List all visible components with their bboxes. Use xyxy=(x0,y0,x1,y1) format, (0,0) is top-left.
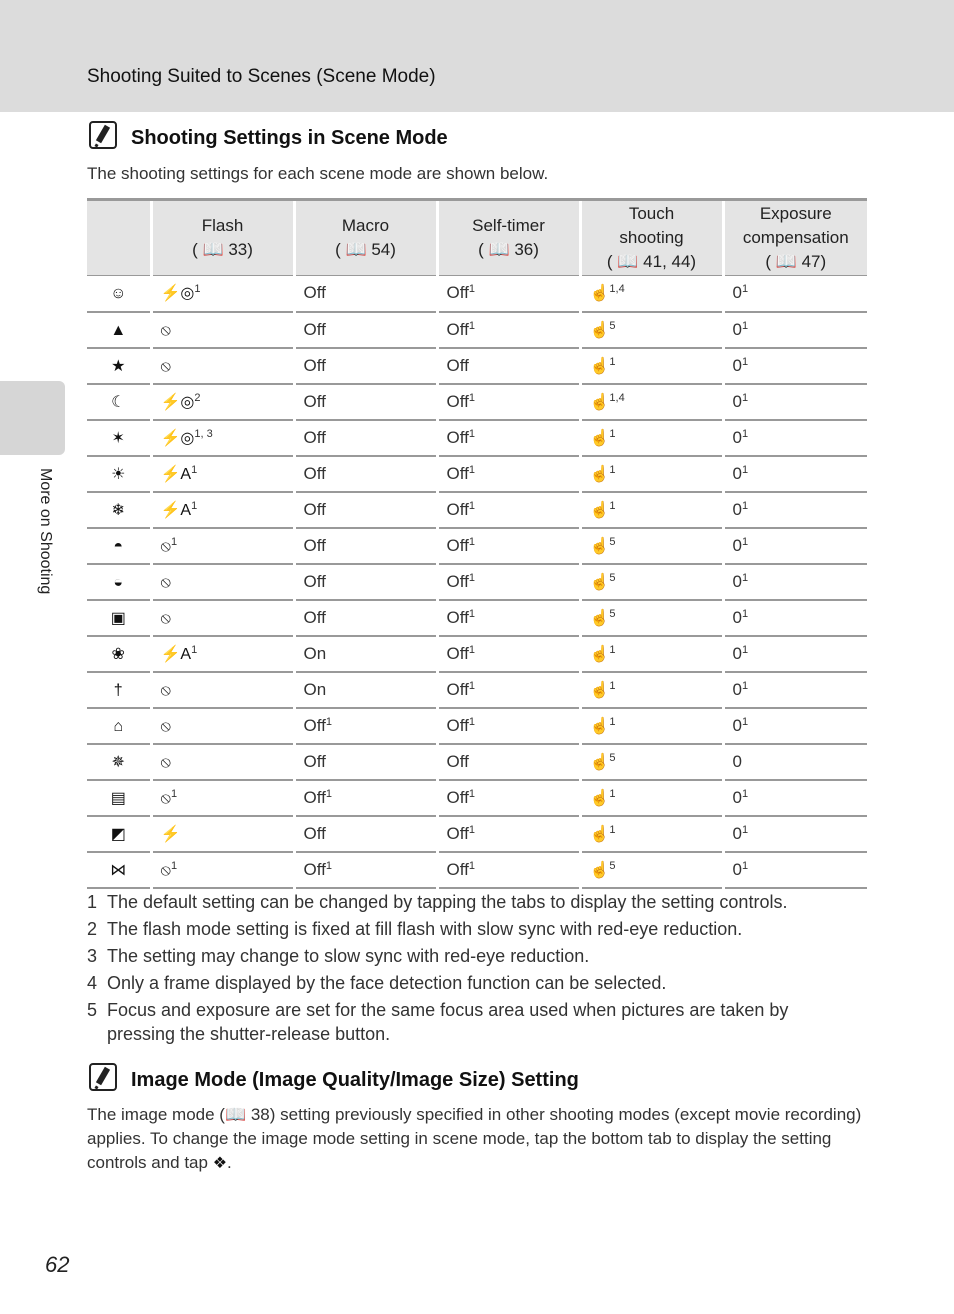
touch-shooting-icon: ☝ xyxy=(589,753,610,771)
exposure-cell: $0^1$ xyxy=(723,708,867,744)
book-reference: 📖 38 xyxy=(224,1105,270,1124)
touch-shooting-icon: ☝ xyxy=(589,429,610,447)
exposure-cell: $0^1$ xyxy=(723,780,867,816)
dusk-dawn-icon: ◒ xyxy=(113,573,124,591)
touch-shooting-cell: ☝$^{1,4}$ xyxy=(580,384,723,420)
exposure-cell: 0 xyxy=(723,744,867,780)
macro-cell: Off xyxy=(294,312,437,348)
table-row xyxy=(87,744,867,780)
snow-icon: ❄ xyxy=(111,501,125,519)
scene-cell xyxy=(87,816,151,852)
page-number: 62 xyxy=(45,1252,70,1277)
touch-shooting-icon: ☝ xyxy=(589,321,610,339)
flash-off-icon: ⦸ xyxy=(160,321,171,339)
exposure-cell: $0^1$ xyxy=(723,528,867,564)
table-row xyxy=(87,816,867,852)
table-row xyxy=(87,276,867,312)
exposure-cell: $0^1$ xyxy=(723,852,867,888)
night-landscape-icon: ▣ xyxy=(110,609,126,627)
macro-cell: Off$^1$ xyxy=(294,780,437,816)
flash-cell: ⦸$^1$ xyxy=(151,852,294,888)
side-tab xyxy=(0,381,65,455)
macro-cell: Off xyxy=(294,384,437,420)
flash-off-icon: ⦸ xyxy=(160,357,171,375)
self-timer-cell: Off$^1$ xyxy=(437,564,580,600)
footnote: 4 Only a frame displayed by the face detection function can be selected. xyxy=(87,973,667,993)
flash-off-icon: ⦸ xyxy=(160,789,171,807)
exposure-cell: $0^1$ xyxy=(723,420,867,456)
flash-cell xyxy=(151,348,294,384)
flash-off-icon: ⦸ xyxy=(160,717,171,735)
flash-cell xyxy=(151,564,294,600)
touch-shooting-cell: ☝$^1$ xyxy=(580,420,723,456)
page-header-band xyxy=(0,0,954,112)
flash-cell: $⚡A^1$ xyxy=(151,636,294,672)
museum-icon: ⌂ xyxy=(113,717,124,735)
flash-off-icon: ⦸ xyxy=(160,573,171,591)
self-timer-cell: Off$^1$ xyxy=(437,420,580,456)
table-row xyxy=(87,636,867,672)
header-exposure-compensation: Exposure compensation ( 📖 47) xyxy=(723,200,867,276)
self-timer-cell: Off$^1$ xyxy=(437,780,580,816)
scene-cell xyxy=(87,492,151,528)
flash-cell xyxy=(151,600,294,636)
touch-shooting-cell: ☝$^1$ xyxy=(580,780,723,816)
touch-shooting-icon: ☝ xyxy=(589,501,610,519)
scene-cell xyxy=(87,600,151,636)
flash-redeye-icon: ⚡◎ xyxy=(160,429,195,447)
section-title-image-mode: Image Mode (Image Quality/Image Size) Setting xyxy=(131,1069,579,1091)
header-self-timer: Self-timer ( 📖 36) xyxy=(437,200,580,276)
beach-icon: ☀ xyxy=(111,465,126,483)
table-header-row xyxy=(87,200,867,276)
scene-cell xyxy=(87,636,151,672)
table-row xyxy=(87,456,867,492)
flash-off-icon: ⦸ xyxy=(160,753,171,771)
scene-cell xyxy=(87,384,151,420)
exposure-cell: $0^1$ xyxy=(723,456,867,492)
panorama-icon: ⋈ xyxy=(110,861,127,879)
header-touch-shooting: Touch shooting ( 📖 41, 44) xyxy=(580,200,723,276)
footnote: 2 The flash mode setting is fixed at fill flash with slow sync with red-eye reduction. xyxy=(87,919,743,939)
note-pencil-icon xyxy=(89,121,117,149)
exposure-cell: $0^1$ xyxy=(723,600,867,636)
table-row xyxy=(87,348,867,384)
flash-cell: ⦸$^1$ xyxy=(151,528,294,564)
touch-shooting-icon: ☝ xyxy=(589,393,610,411)
fireworks-icon: ✵ xyxy=(111,753,125,771)
food-icon: † xyxy=(113,681,123,699)
exposure-cell: $0^1$ xyxy=(723,312,867,348)
table-row xyxy=(87,780,867,816)
exposure-cell: $0^1$ xyxy=(723,384,867,420)
header-macro: Macro ( 📖 54) xyxy=(294,200,437,276)
macro-cell: Off$^1$ xyxy=(294,852,437,888)
touch-shooting-icon: ☝ xyxy=(589,285,610,303)
scene-cell xyxy=(87,852,151,888)
scene-cell xyxy=(87,672,151,708)
touch-shooting-icon: ☝ xyxy=(589,717,610,735)
table-row xyxy=(87,528,867,564)
footnote: 1 The default setting can be changed by tapping the tabs to display the setting controls. xyxy=(87,892,788,912)
macro-cell: Off xyxy=(294,420,437,456)
self-timer-cell: Off$^1$ xyxy=(437,276,580,312)
scene-cell xyxy=(87,708,151,744)
image-mode-paragraph: The image mode (📖 38) setting previously specified in other shooting modes (except movie recording) applies. To change the image mode setting in scene mode, tap the bottom tab to display the setting controls and tap ❖. xyxy=(87,1105,862,1172)
section-intro: The shooting settings for each scene mode are shown below. xyxy=(87,164,549,183)
side-tab-label: More on Shooting xyxy=(37,468,54,595)
self-timer-cell: Off$^1$ xyxy=(437,456,580,492)
macro-cell: Off xyxy=(294,276,437,312)
backlighting-icon: ◩ xyxy=(110,825,126,843)
touch-shooting-cell: ☝$^1$ xyxy=(580,708,723,744)
table-row xyxy=(87,852,867,888)
header-scene xyxy=(87,200,151,276)
exposure-cell: $0^1$ xyxy=(723,276,867,312)
flash-redeye-icon: ⚡◎ xyxy=(160,285,195,303)
touch-shooting-cell: ☝$^5$ xyxy=(580,528,723,564)
table-row xyxy=(87,672,867,708)
flash-off-icon: ⦸ xyxy=(160,681,171,699)
flash-cell xyxy=(151,312,294,348)
touch-shooting-cell: ☝$^{1,4}$ xyxy=(580,276,723,312)
flash-auto-icon: ⚡A xyxy=(160,501,192,519)
touch-shooting-cell: ☝$^1$ xyxy=(580,636,723,672)
table-row xyxy=(87,564,867,600)
scene-cell xyxy=(87,312,151,348)
table-row xyxy=(87,312,867,348)
touch-shooting-icon: ☝ xyxy=(589,645,610,663)
touch-shooting-cell: ☝$^1$ xyxy=(580,672,723,708)
touch-shooting-cell: ☝$^1$ xyxy=(580,816,723,852)
self-timer-cell: Off$^1$ xyxy=(437,600,580,636)
flash-cell: ⦸$^1$ xyxy=(151,780,294,816)
flash-cell xyxy=(151,816,294,852)
touch-shooting-icon: ☝ xyxy=(589,573,610,591)
self-timer-cell: Off$^1$ xyxy=(437,528,580,564)
footnote: 5 Focus and exposure are set for the same focus area used when pictures are taken by pressing the shutter-release button. xyxy=(87,1000,789,1044)
scene-cell xyxy=(87,276,151,312)
macro-cell: On xyxy=(294,672,437,708)
footnotes xyxy=(87,890,847,1049)
flash-cell: $⚡A^1$ xyxy=(151,456,294,492)
macro-cell: Off xyxy=(294,492,437,528)
touch-shooting-icon: ☝ xyxy=(589,465,610,483)
flash-off-icon: ⦸ xyxy=(160,609,171,627)
self-timer-cell: Off$^1$ xyxy=(437,312,580,348)
touch-shooting-icon: ☝ xyxy=(589,681,610,699)
copy-icon: ▤ xyxy=(110,789,126,807)
flash-cell: $⚡A^1$ xyxy=(151,492,294,528)
self-timer-cell: Off xyxy=(437,348,580,384)
close-up-icon: ❀ xyxy=(111,645,125,663)
landscape-icon: ▲ xyxy=(110,321,127,339)
scene-settings-table xyxy=(87,198,867,889)
touch-shooting-cell: ☝$^5$ xyxy=(580,600,723,636)
touch-shooting-cell: ☝$^5$ xyxy=(580,744,723,780)
touch-shooting-cell: ☝$^5$ xyxy=(580,312,723,348)
flash-cell xyxy=(151,672,294,708)
flash-cell xyxy=(151,744,294,780)
self-timer-cell: Off$^1$ xyxy=(437,492,580,528)
self-timer-cell: Off$^1$ xyxy=(437,672,580,708)
macro-cell: Off xyxy=(294,528,437,564)
touch-shooting-icon: ☝ xyxy=(589,789,610,807)
flash-cell: ⚡◎$^{1, 3}$ xyxy=(151,420,294,456)
macro-cell: Off xyxy=(294,564,437,600)
touch-shooting-icon: ☝ xyxy=(589,609,610,627)
exposure-cell: $0^1$ xyxy=(723,348,867,384)
touch-shooting-icon: ☝ xyxy=(589,537,610,555)
self-timer-cell: Off$^1$ xyxy=(437,708,580,744)
touch-shooting-icon: ☝ xyxy=(589,861,610,879)
flash-cell: ⚡◎$^1$ xyxy=(151,276,294,312)
macro-cell: Off xyxy=(294,348,437,384)
flash-auto-icon: ⚡A xyxy=(160,645,192,663)
scene-cell xyxy=(87,420,151,456)
table-row xyxy=(87,492,867,528)
scene-cell xyxy=(87,348,151,384)
table-row xyxy=(87,600,867,636)
scene-cell xyxy=(87,528,151,564)
image-mode-icon: ❖ xyxy=(212,1155,228,1172)
flash-cell: ⚡◎$^2$ xyxy=(151,384,294,420)
self-timer-cell: Off$^1$ xyxy=(437,816,580,852)
footnote: 3 The setting may change to slow sync with red-eye reduction. xyxy=(87,946,590,966)
touch-shooting-cell: ☝$^5$ xyxy=(580,852,723,888)
exposure-cell: $0^1$ xyxy=(723,564,867,600)
macro-cell: Off xyxy=(294,600,437,636)
section-title-shooting-settings: Shooting Settings in Scene Mode xyxy=(131,127,448,149)
header-flash: Flash ( 📖 33) xyxy=(151,200,294,276)
self-timer-cell: Off xyxy=(437,744,580,780)
macro-cell: Off$^1$ xyxy=(294,708,437,744)
night-portrait-icon: ☾ xyxy=(111,393,126,411)
flash-cell xyxy=(151,708,294,744)
macro-cell: On xyxy=(294,636,437,672)
scene-cell xyxy=(87,564,151,600)
macro-cell: Off xyxy=(294,816,437,852)
exposure-cell: $0^1$ xyxy=(723,636,867,672)
sports-icon: ★ xyxy=(111,357,126,375)
scene-cell xyxy=(87,780,151,816)
touch-shooting-cell: ☝$^5$ xyxy=(580,564,723,600)
self-timer-cell: Off$^1$ xyxy=(437,852,580,888)
exposure-cell: $0^1$ xyxy=(723,816,867,852)
flash-auto-icon: ⚡A xyxy=(160,465,192,483)
macro-cell: Off xyxy=(294,456,437,492)
flash-fill-icon: ⚡ xyxy=(160,825,181,843)
exposure-cell: $0^1$ xyxy=(723,672,867,708)
self-timer-cell: Off$^1$ xyxy=(437,384,580,420)
scene-cell xyxy=(87,456,151,492)
touch-shooting-cell: ☝$^1$ xyxy=(580,456,723,492)
macro-cell: Off xyxy=(294,744,437,780)
touch-shooting-icon: ☝ xyxy=(589,825,610,843)
touch-shooting-cell: ☝$^1$ xyxy=(580,348,723,384)
scene-cell xyxy=(87,744,151,780)
page-header-title: Shooting Suited to Scenes (Scene Mode) xyxy=(87,66,436,87)
self-timer-cell: Off$^1$ xyxy=(437,636,580,672)
flash-redeye-icon: ⚡◎ xyxy=(160,393,195,411)
note-pencil-icon xyxy=(89,1063,117,1091)
table-row xyxy=(87,420,867,456)
table-row xyxy=(87,384,867,420)
exposure-cell: $0^1$ xyxy=(723,492,867,528)
party-indoor-icon: ✶ xyxy=(111,429,125,447)
touch-shooting-icon: ☝ xyxy=(589,357,610,375)
sunset-icon: ◓ xyxy=(113,537,124,555)
flash-off-icon: ⦸ xyxy=(160,537,171,555)
flash-off-icon: ⦸ xyxy=(160,861,171,879)
table-row xyxy=(87,708,867,744)
touch-shooting-cell: ☝$^1$ xyxy=(580,492,723,528)
portrait-icon: ☺ xyxy=(110,285,127,303)
